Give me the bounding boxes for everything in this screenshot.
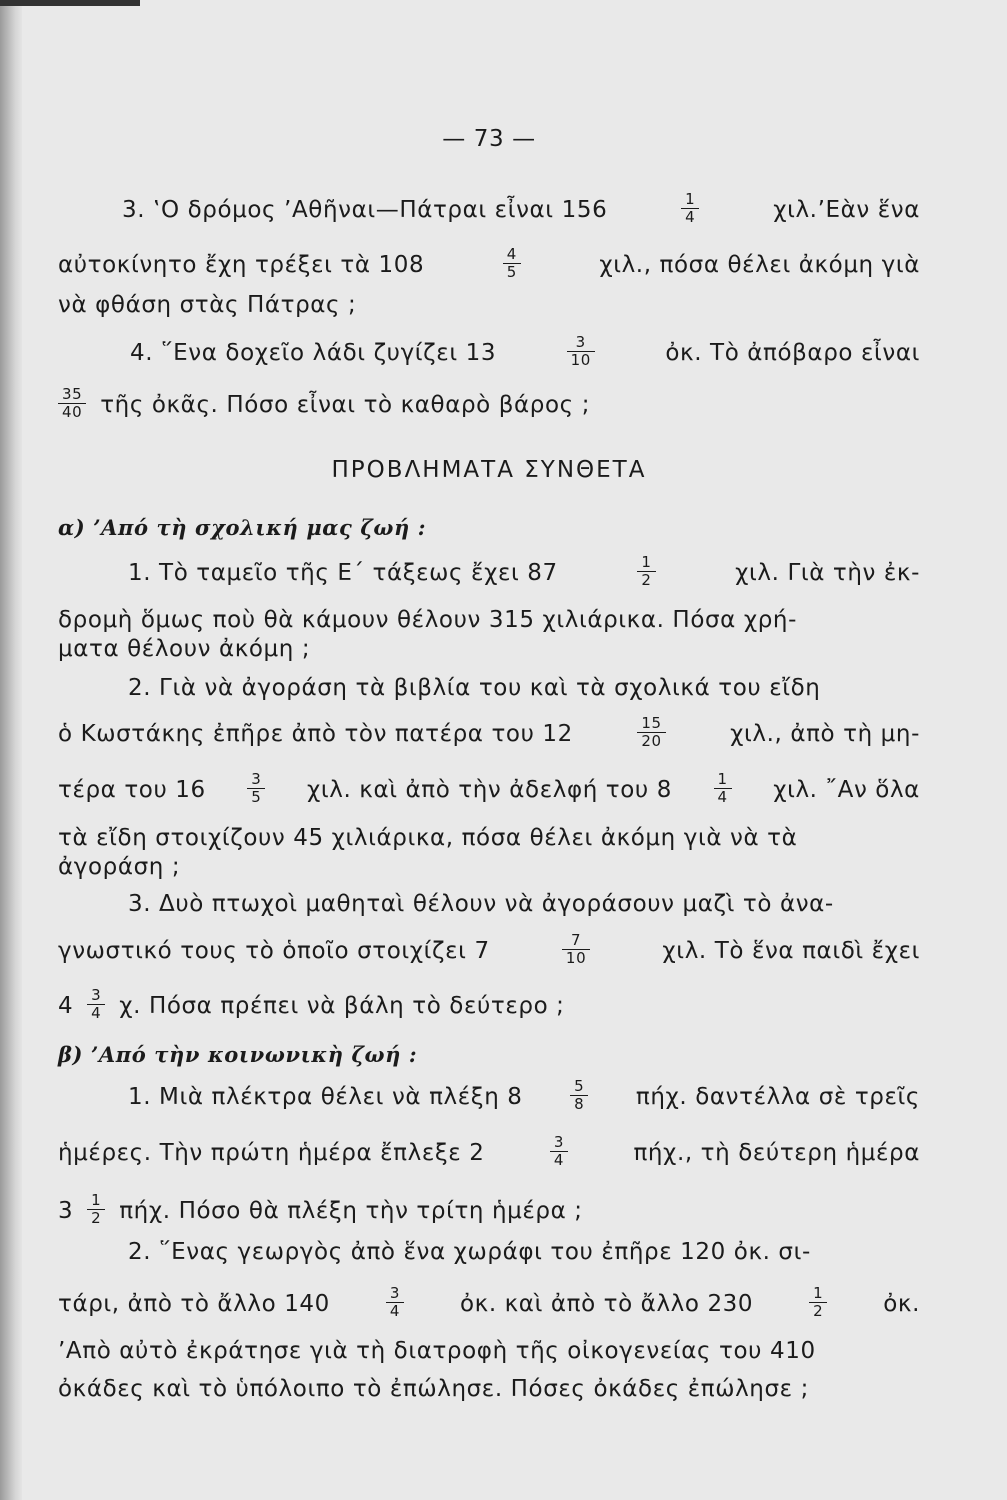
subsection-title: β) ’Από τὴν κοινωνικὴ ζωή :: [58, 1042, 418, 1067]
text-line: ἀγοράση ;: [58, 854, 181, 880]
page-number: — 73 —: [442, 126, 536, 152]
denominator: 40: [62, 403, 83, 421]
numerator: 7: [562, 932, 590, 950]
denominator: 5: [251, 787, 262, 806]
text-line: ὀκάδες καὶ τὸ ὑπόλοιπο τὸ ἐπώλησε. Πόσες ὀκάδες ἐπώλησε ;: [58, 1376, 809, 1402]
text-line: [58, 189, 920, 226]
numerator: 5: [570, 1078, 588, 1096]
text-line: δρομὴ ὅμως ποὺ θὰ κάμουν θέλουν 315 χιλιάρικα. Πόσα χρή-: [58, 607, 797, 633]
numerator: 4: [503, 246, 521, 264]
text-line: [58, 332, 920, 369]
text-segment: χιλ. ῎Αν ὅλα: [773, 777, 920, 803]
numerator: 3: [567, 334, 595, 352]
text-line: ματα θέλουν ἀκόμη ;: [58, 636, 311, 662]
book-page: [58, 0, 920, 1500]
text-line: [58, 385, 920, 421]
text-segment: 4: [58, 993, 74, 1019]
text-segment: 3: [58, 1198, 74, 1224]
text-segment: ἡμέρες. Τὴν πρώτη ἡμέρα ἔπλεξε 2: [58, 1140, 485, 1166]
text-segment: πήχ., τὴ δεύτερη ἡμέρα: [633, 1140, 920, 1166]
text-segment: χιλ. Γιὰ τὴν ἐκ-: [735, 560, 920, 586]
numerator: 1: [809, 1285, 827, 1303]
denominator: 10: [570, 350, 591, 369]
numerator: 35: [58, 386, 86, 404]
text-segment: 1. Τὸ ταμεῖο τῆς Ε΄ τάξεως ἔχει 87: [128, 560, 558, 586]
fraction: [637, 554, 655, 589]
fraction: [386, 1285, 404, 1320]
denominator: 2: [813, 1301, 824, 1320]
fraction: [637, 715, 665, 750]
denominator: 8: [574, 1094, 585, 1113]
text-line: [58, 244, 920, 281]
text-segment: πήχ. δαντέλλα σὲ τρεῖς: [635, 1084, 920, 1110]
text-segment: ὀκ. Τὸ ἀπόβαρο εἶναι: [665, 340, 920, 366]
text-line: [58, 1076, 920, 1113]
numerator: 3: [550, 1134, 568, 1152]
section-heading: ΠΡΟΒΛΗΜΑΤΑ ΣΥΝΘΕΤΑ: [331, 457, 647, 483]
text-line: [58, 769, 920, 806]
denominator: 4: [685, 207, 696, 226]
fraction: [247, 771, 265, 806]
denominator: 4: [553, 1150, 565, 1169]
page-edge-shadow: [0, 0, 22, 1500]
text-line: [58, 1191, 920, 1227]
text-segment: πήχ. Πόσο θὰ πλέξη τὴν τρίτη ἡμέρα ;: [119, 1198, 583, 1224]
text-line: [58, 1283, 920, 1320]
numerator: 1: [87, 1192, 105, 1210]
fraction: [570, 1078, 588, 1113]
text-segment: τάρι, ἀπὸ τὸ ἄλλο 140: [58, 1291, 330, 1317]
text-line: νὰ φθάση στὰς Πάτρας ;: [58, 292, 357, 318]
numerator: 1: [714, 771, 732, 789]
text-segment: χιλ. Τὸ ἕνα παιδὶ ἔχει: [662, 938, 920, 964]
fraction: [87, 1192, 105, 1227]
text-segment: αὐτοκίνητο ἔχη τρέξει τὰ 108: [58, 252, 425, 278]
text-segment: τῆς ὀκᾶς. Πόσο εἶναι τὸ καθαρὸ βάρος ;: [100, 392, 591, 418]
denominator: 2: [641, 570, 652, 589]
text-segment: χιλ. καὶ ἀπὸ τὴν ἀδελφή του 8: [306, 777, 672, 803]
text-segment: ὁ Κωστάκης ἐπῆρε ἀπὸ τὸν πατέρα του 12: [58, 721, 573, 747]
denominator: 2: [91, 1209, 102, 1227]
fraction: [714, 771, 732, 806]
text-segment: χιλ.’Εὰν ἕνα: [773, 197, 920, 223]
denominator: 4: [389, 1301, 401, 1320]
numerator: 3: [386, 1285, 404, 1303]
text-segment: γνωστικό τους τὸ ὁποῖο στοιχίζει 7: [58, 938, 490, 964]
fraction: [567, 334, 595, 369]
text-segment: χιλ., ἀπὸ τὴ μη-: [730, 721, 920, 747]
fraction: [681, 191, 699, 226]
text-line: 2. Γιὰ νὰ ἀγοράση τὰ βιβλία του καὶ τὰ σχολικά του εἴδη: [128, 675, 821, 701]
text-segment: 3. ‛Ο δρόμος ’Αθῆναι—Πάτραι εἶναι 156: [122, 197, 608, 223]
numerator: 1: [637, 554, 655, 572]
denominator: 5: [506, 262, 517, 281]
text-line: [58, 930, 920, 967]
text-line: ’Απὸ αὐτὸ ἐκράτησε γιὰ τὴ διατροφὴ τῆς οἰκογενείας του 410: [58, 1338, 816, 1364]
denominator: 4: [717, 787, 728, 806]
denominator: 4: [91, 1004, 102, 1022]
text-segment: τέρα του 16: [58, 777, 206, 803]
fraction: [58, 386, 86, 421]
text-segment: χ. Πόσα πρέπει νὰ βάλη τὸ δεύτερο ;: [119, 993, 565, 1019]
numerator: 1: [681, 191, 699, 209]
denominator: 10: [565, 948, 587, 967]
text-segment: ὀκ. καὶ ἀπὸ τὸ ἄλλο 230: [460, 1291, 754, 1317]
text-segment: χιλ., πόσα θέλει ἀκόμη γιὰ: [599, 252, 920, 278]
text-segment: 4. ῞Ενα δοχεῖο λάδι ζυγίζει 13: [130, 340, 497, 366]
fraction: [503, 246, 521, 281]
text-segment: 1. Μιὰ πλέκτρα θέλει νὰ πλέξη 8: [128, 1084, 523, 1110]
fraction: [809, 1285, 827, 1320]
text-line: [58, 713, 920, 750]
text-line: 3. Δυὸ πτωχοὶ μαθηταὶ θέλουν νὰ ἀγοράσουν μαζὶ τὸ ἀνα-: [128, 891, 834, 917]
subsection-title: α) ’Από τὴ σχολική μας ζωή :: [58, 515, 427, 540]
text-line: [58, 552, 920, 589]
fraction: [87, 987, 105, 1022]
numerator: 15: [637, 715, 665, 733]
text-segment: ὀκ.: [883, 1291, 920, 1317]
fraction: [562, 932, 590, 967]
numerator: 3: [247, 771, 265, 789]
text-line: [58, 1132, 920, 1169]
fraction: [550, 1134, 568, 1169]
denominator: 20: [641, 731, 662, 750]
text-line: τὰ εἴδη στοιχίζουν 45 χιλιάρικα, πόσα θέλει ἀκόμη γιὰ νὰ τὰ: [58, 825, 798, 851]
text-line: [58, 986, 920, 1022]
numerator: 3: [87, 987, 105, 1005]
text-line: 2. ῞Ενας γεωργὸς ἀπὸ ἕνα χωράφι του ἐπῆρε 120 ὀκ. σι-: [128, 1239, 811, 1265]
